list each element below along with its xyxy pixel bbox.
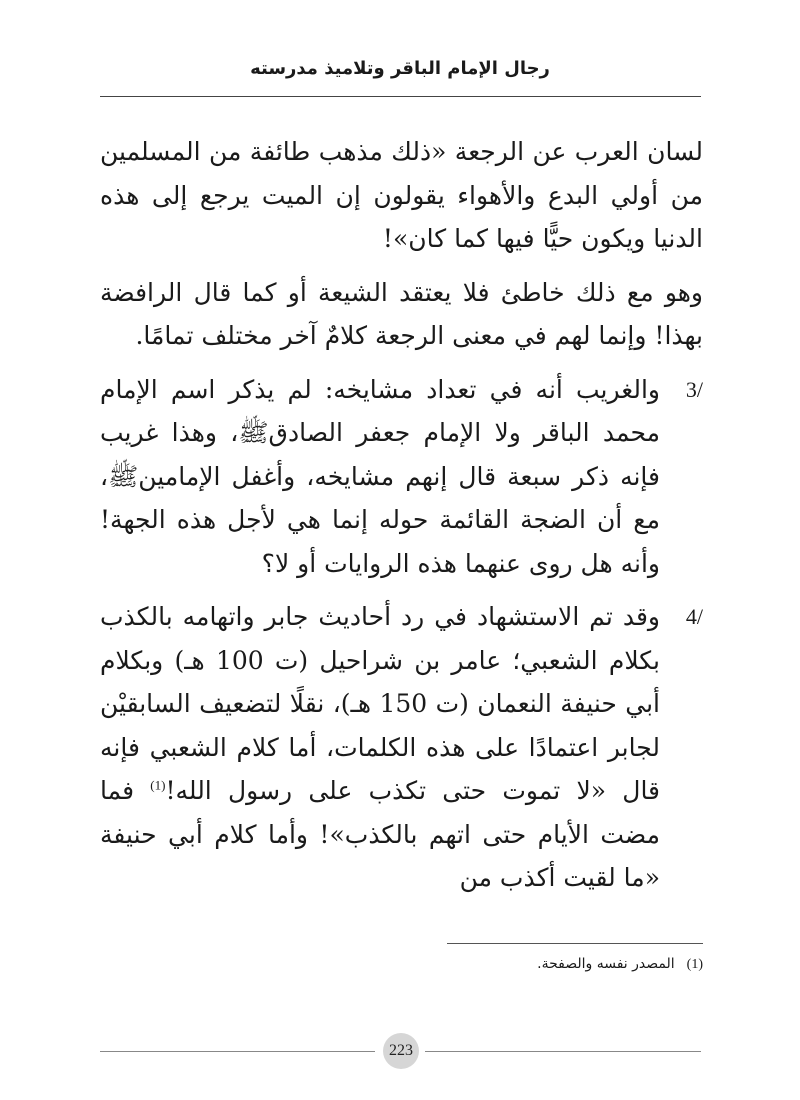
footnote [100,956,703,973]
footnote-number: (1) [686,957,703,972]
list-item-3 [100,368,703,586]
page-number-badge: 223 [383,1033,419,1069]
footer-rule-left [100,1051,375,1052]
footer-rule-right [425,1051,701,1052]
header-divider [100,96,701,97]
running-header-title: رجال الإمام الباقر وتلاميذ مدرسته [250,58,550,79]
list-item-4-text-before: وقد تم الاستشهاد في رد أحاديث جابر واتهامه بالكذب بكلام الشعبي؛ عامر بن شراحيل (ت 100 هـ) وبكلام أبي حنيفة النعمان (ت 150 هـ)، نقلًا لتضعيف السابقيْن لجابر اعتمادًا على هذه الكلمات، أما كلام الشعبي فإنه قال «لا تموت حتى تكذب على رسول الله! [100,602,661,805]
main-text-block [100,130,703,910]
list-item-4-number: 4/ [685,604,703,629]
footnote-divider [447,943,703,944]
footnote-text: المصدر نفسه والصفحة. [537,956,675,972]
list-item-3-number: 3/ [685,376,703,402]
list-item-4 [100,595,703,900]
list-item-4-text-after: فما مضت الأيام حتى اتهم بالكذب»! وأما كلام أبي حنيفة «ما لقيت أكذب من [100,776,660,892]
paragraph-1: لسان العرب عن الرجعة «ذلك مذهب طائفة من المسلمين من أولي البدع والأهواء يقولون إن الميت يرجع إلى هذه الدنيا ويكون حيًّا فيها كما كان»! [100,137,703,253]
list-item-3-text: والغريب أنه في تعداد مشايخه: لم يذكر اسم الإمام محمد الباقر ولا الإمام جعفر الصادقﷺ، وهذا غريب فإنه ذكر سبعة قال إنهم مشايخه، وأغفل الإمامينﷺ، مع أن الضجة القائمة حوله إنما هي لأجل هذه الجهة! وأنه هل روى عنهما هذه الروايات أو لا؟ [100,374,660,578]
paragraph-2: وهو مع ذلك خاطئ فلا يعتقد الشيعة أو كما قال الرافضة بهذا! وإنما لهم في معنى الرجعة كلامٌ آخر مختلف تمامًا. [100,277,703,350]
footnote-reference[interactable]: (1) [150,777,166,793]
